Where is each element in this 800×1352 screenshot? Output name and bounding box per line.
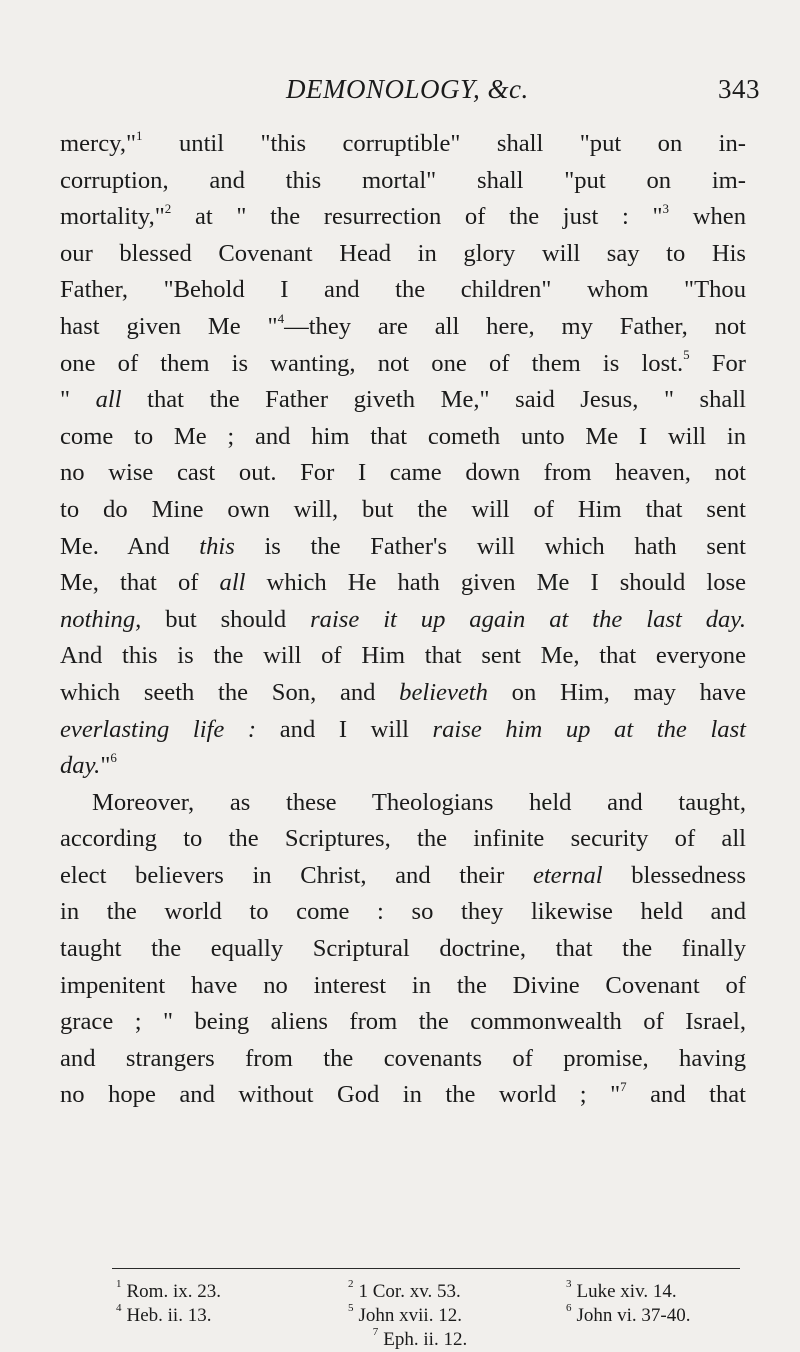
text-line: mercy,"$^1$ until "this corruptible" shall "put on in- bbox=[60, 127, 746, 157]
text-line: one of them is wanting, not one of them is lost.$^5$ For bbox=[60, 347, 746, 377]
text-line: taught the equally Scriptural doctrine, that the finally bbox=[60, 935, 746, 963]
text-line: our blessed Covenant Head in glory will say to His bbox=[60, 239, 746, 267]
footnote-row bbox=[100, 1301, 740, 1328]
text-line: mortality,"$^2$ at " the resurrection of the just : "$^3$ when bbox=[60, 201, 746, 231]
text-line: come to Me ; and him that cometh unto Me I will in bbox=[60, 422, 746, 450]
footnote-ref: 5 bbox=[683, 347, 690, 363]
text-line: elect believers in Christ, and their eternal blessedness bbox=[60, 861, 746, 889]
footnote: $^6$ John vi. 37-40. bbox=[566, 1301, 691, 1326]
footnote-ref: 1 bbox=[136, 127, 143, 143]
text-line: which seeth the Son, and believeth on Him, may have bbox=[60, 678, 747, 706]
footnote: $^3$ Luke xiv. 14. bbox=[566, 1277, 677, 1302]
text-line: Me, that of all which He hath given Me I should lose bbox=[60, 569, 746, 597]
text-line: no wise cast out. For I came down from heaven, not bbox=[60, 459, 746, 487]
text-line: grace ; " being aliens from the commonwealth of Israel, bbox=[60, 1008, 746, 1036]
body-text bbox=[60, 126, 746, 1114]
text-line: " all that the Father giveth Me," said Jesus, " shall bbox=[60, 386, 746, 414]
footnote: $^7$ Eph. ii. 12. bbox=[372, 1325, 468, 1350]
footnote-ref: 6 bbox=[110, 749, 117, 765]
text-line: Father, "Behold I and the children" whom "Thou bbox=[60, 276, 746, 304]
text-line: And this is the will of Him that sent Me, that everyone bbox=[60, 642, 746, 670]
footnotes bbox=[100, 1277, 740, 1352]
running-title: DEMONOLOGY, &c. bbox=[286, 74, 529, 104]
footnote-divider bbox=[112, 1268, 740, 1269]
text-line: to do Mine own will, but the will of Him that sent bbox=[60, 495, 746, 523]
text-line: according to the Scriptures, the infinite security of all bbox=[60, 825, 746, 853]
footnote-row bbox=[100, 1277, 740, 1304]
text-line: in the world to come : so they likewise held and bbox=[60, 898, 746, 926]
text-line: impenitent have no interest in the Divine Covenant of bbox=[60, 971, 746, 999]
text-line: and strangers from the covenants of promise, having bbox=[60, 1044, 746, 1072]
footnote: $^4$ Heb. ii. 13. bbox=[116, 1301, 212, 1326]
text-line: nothing, but should raise it up again at the last day. bbox=[60, 605, 746, 633]
footnote: $^5$ John xvii. 12. bbox=[348, 1301, 462, 1326]
footnote-ref: 4 bbox=[277, 310, 285, 326]
page-header bbox=[60, 74, 760, 110]
text-line: corruption, and this mortal" shall "put on im- bbox=[60, 166, 746, 194]
footnote-ref: 7 bbox=[620, 1079, 627, 1095]
footnote-row bbox=[100, 1325, 740, 1352]
footnote: $^2$ 1 Cor. xv. 53. bbox=[348, 1277, 461, 1302]
text-line: hast given Me "$^4$—they are all here, my Father, not bbox=[60, 310, 746, 340]
text-line: no hope and without God in the world ; "$^7$ and that bbox=[60, 1079, 747, 1109]
footnote-ref: 2 bbox=[164, 201, 172, 216]
text-line: Moreover, as these Theologians held and taught, bbox=[92, 788, 746, 816]
text-line: day."$^6$ bbox=[60, 749, 117, 780]
text-line: everlasting life : and I will raise him up at the last bbox=[60, 715, 746, 743]
footnote: $^1$ Rom. ix. 23. bbox=[116, 1277, 221, 1302]
footnote-ref: 3 bbox=[662, 201, 670, 216]
text-line: Me. And this is the Father's will which hath sent bbox=[60, 532, 746, 560]
page-number: 343 bbox=[718, 74, 760, 104]
